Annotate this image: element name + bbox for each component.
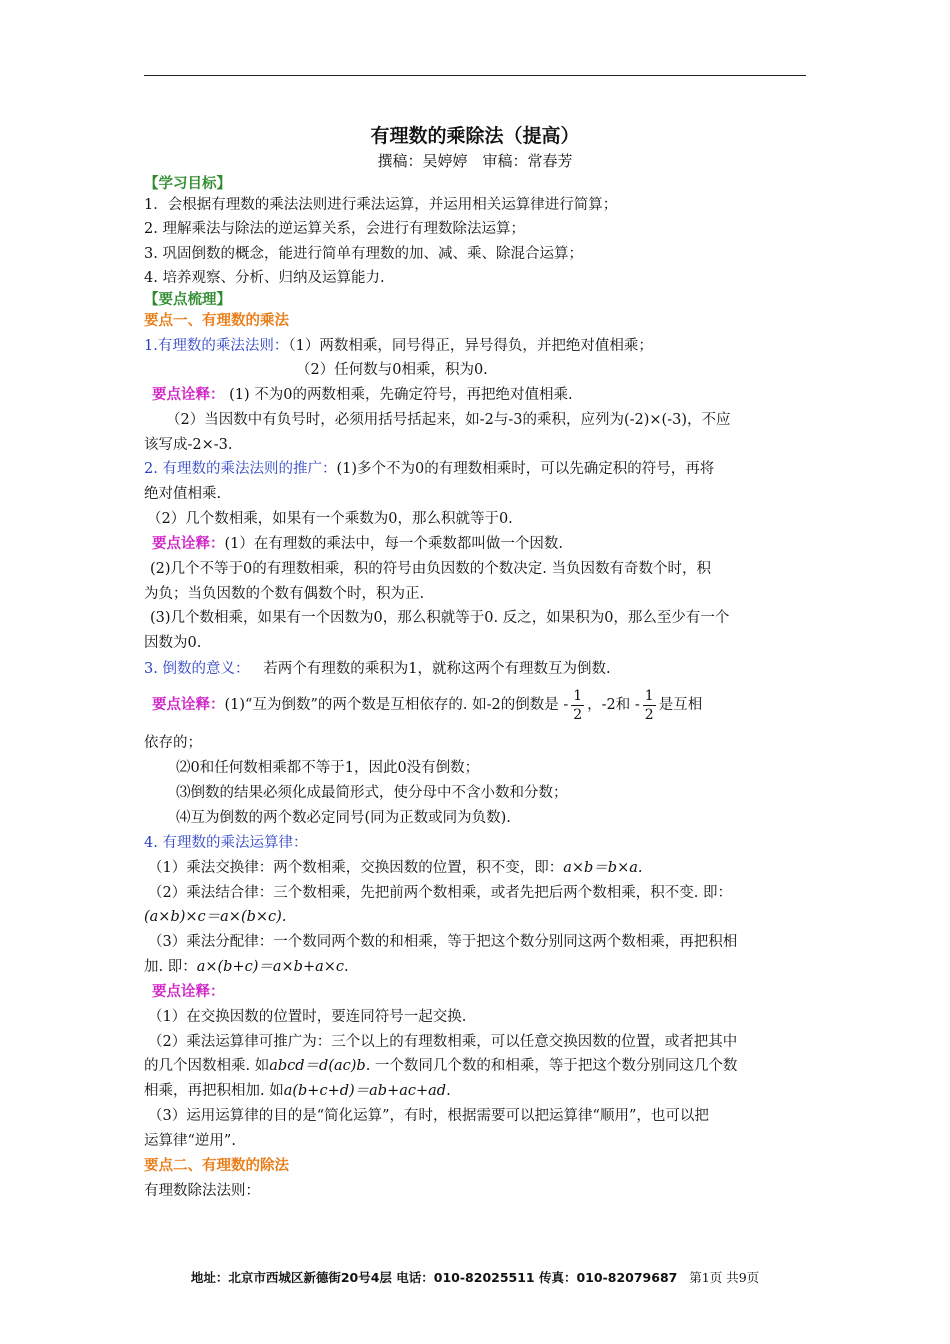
page-footer (0, 1268, 950, 1286)
goal-item: 2. 理解乘法与除法的逆运算关系，会进行有理数除法运算； (144, 221, 525, 237)
note-formula: a(b+c+d)＝ab+ac+ad (283, 1083, 447, 1099)
fraction-denominator: 2 (573, 706, 583, 723)
div-rule-label: 有理数除法法则： (144, 1183, 260, 1199)
fraction-denominator: 2 (644, 706, 654, 723)
page-number: 第1页 共9页 (689, 1270, 760, 1285)
note-line (152, 534, 817, 554)
goal-item: 3. 巩固倒数的概念，能进行简单有理数的加、减、乘、除混合运算； (144, 246, 583, 262)
fraction-numerator: 1 (644, 687, 654, 704)
note-text: ，-2和 - (587, 697, 640, 713)
note-text: 该写成-2×-3. (144, 437, 233, 453)
note-label: 要点诠释： (152, 697, 225, 713)
law-line (148, 858, 813, 878)
reciprocal-text: 若两个有理数的乘积为1，就称这两个有理数互为倒数. (263, 661, 611, 677)
note-text: ⑵0和任何数相乘都不等于1，因此0没有倒数； (176, 760, 480, 776)
law-heading: 4. 有理数的乘法运算律： (144, 835, 308, 851)
mult-rule-2: （2）任何数与0相乘，积为0. (296, 362, 488, 378)
law-formula: (a×b)×c＝a×(b×c). (144, 909, 287, 925)
note-line (152, 684, 817, 726)
law-text: （3）乘法分配律：一个数同两个数的和相乘，等于把这个数分别同这两个数相乘，再把积相 (148, 934, 738, 950)
note-text: (2)几个不等于0的有理数相乘，积的符号由负因数的个数决定. 当负因数有奇数个时，积 (150, 561, 711, 577)
page-title: 有理数的乘除法（提高） (370, 125, 580, 147)
fraction (571, 687, 584, 724)
note-text: 因数为0. (144, 635, 202, 651)
note-text: （2）当因数中有负号时，必须用括号括起来，如-2与-3的乘积，应列为(-2)×(-3)，不应 (166, 412, 731, 428)
note-text: （1）在交换因数的位置时，要连同符号一起交换. (148, 1009, 467, 1025)
note-text: 的几个因数相乘. 如 (144, 1058, 270, 1074)
law-formula: a×b＝b×a. (563, 860, 643, 876)
ext-rule-label: 2. 有理数的乘法法则的推广： (144, 461, 337, 477)
note-text: (3)几个数相乘，如果有一个因数为0，那么积就等于0. 反之，如果积为0，那么至少有一个 (150, 610, 730, 626)
law-text: （2）乘法结合律：三个数相乘，先把前两个数相乘，或者先把后两个数相乘，积不变. 即： (148, 885, 732, 901)
note-text: 是互相 (658, 697, 703, 713)
law-text: （1）乘法交换律：两个数相乘，交换因数的位置，积不变，即： (148, 860, 564, 876)
goal-item: 1．会根据有理数的乘法法则进行乘法运算，并运用相关运算律进行简算； (144, 197, 618, 213)
note-line (144, 1056, 809, 1076)
note-text: . 一个数同几个数的和相乘，等于把这个数分别同这几个数 (365, 1058, 738, 1074)
mult-rule-1: （1）两数相乘，同号得正，异号得负，并把绝对值相乘； (288, 338, 653, 354)
reciprocal-line (144, 659, 809, 679)
reciprocal-label: 3. 倒数的意义： (144, 661, 250, 677)
goals-heading: 【学习目标】 (144, 176, 231, 192)
note-text: (1) 不为0的两数相乘，先确定符号，再把绝对值相乘. (229, 387, 573, 403)
note-text: 为负；当负因数的个数有偶数个时，积为正. (144, 586, 425, 602)
fraction-numerator: 1 (573, 687, 583, 704)
note-text: 依存的； (144, 735, 202, 751)
note-text: ⑶倒数的结果必须化成最简形式，使分母中不含小数和分数； (176, 785, 568, 801)
note-label: 要点诠释： (152, 984, 225, 1000)
goal-item: 4. 培养观察、分析、归纳及运算能力. (144, 270, 385, 286)
footer-address: 地址：北京市西城区新德街20号4层 电话：010-82025511 传真：010-82079687 (190, 1270, 678, 1285)
note-text: 相乘，再把积相加. 如 (144, 1083, 284, 1099)
note-text: ⑷互为倒数的两个数必定同号(同为正数或同为负数). (176, 810, 511, 826)
ext-rule-text: （2）几个数相乘，如果有一个乘数为0，那么积就等于0. (147, 511, 513, 527)
ext-rule-text: (1)多个不为0的有理数相乘时，可以先确定积的符号，再将 (336, 461, 715, 477)
mult-rule-label: 1.有理数的乘法法则： (144, 338, 289, 354)
note-text: (1)“互为倒数”的两个数是互相依存的. 如-2的倒数是 - (224, 697, 569, 713)
summary-heading: 【要点梳理】 (144, 292, 231, 308)
ext-rule-line (144, 459, 809, 479)
mult-rule-line (144, 336, 809, 356)
fraction (643, 687, 656, 724)
ext-rule-text: 绝对值相乘. (144, 486, 222, 502)
law-formula: a×(b+c)＝a×b+a×c. (196, 959, 349, 975)
note-formula: abcd＝d(ac)b (269, 1058, 366, 1074)
point2-heading: 要点二、有理数的除法 (144, 1158, 289, 1174)
note-text: . (446, 1083, 451, 1099)
point1-heading: 要点一、有理数的乘法 (144, 313, 289, 329)
law-line (144, 957, 809, 977)
header-rule (144, 75, 806, 76)
note-label: 要点诠释： (152, 536, 225, 552)
note-text: 运算律“逆用”. (144, 1133, 236, 1149)
note-line (144, 1081, 809, 1101)
note-text: （2）乘法运算律可推广为：三个以上的有理数相乘，可以任意交换因数的位置，或者把其中 (148, 1034, 738, 1050)
authors-line: 撰稿：吴婷婷 审稿：常春芳 (377, 152, 573, 170)
note-line (152, 385, 817, 405)
note-label: 要点诠释： (152, 387, 225, 403)
note-text: (1）在有理数的乘法中，每一个乘数都叫做一个因数. (224, 536, 563, 552)
note-text: （3）运用运算律的目的是“简化运算”，有时，根据需要可以把运算律“顺用”，也可以把 (148, 1108, 709, 1124)
law-text: 加. 即： (144, 959, 197, 975)
